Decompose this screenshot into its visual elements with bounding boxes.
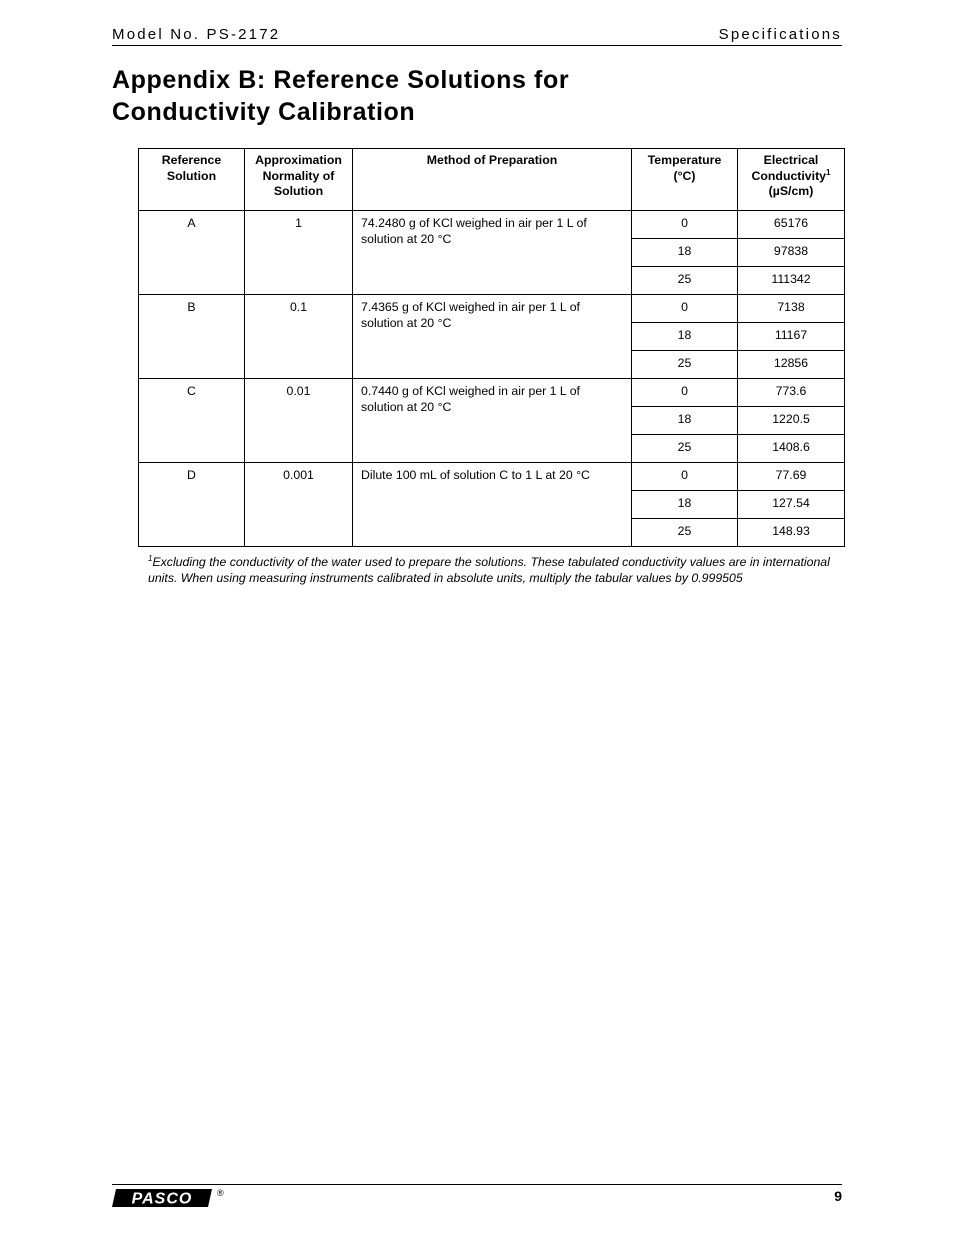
conductivity-cell: 7138 [738,295,845,323]
table-row [139,463,845,491]
header-temperature: Temperature (°C) [632,149,738,211]
conductivity-cell: 97838 [738,239,845,267]
model-number: Model No. PS-2172 [112,26,281,43]
method-cell: 74.2480 g of KCl weighed in air per 1 L of solution at 20 °C [353,211,632,295]
header-method: Method of Preparation [353,149,632,211]
normality-cell: 0.01 [245,379,353,463]
reference-solutions-table [138,148,845,547]
conductivity-cell: 1220.5 [738,407,845,435]
temperature-cell: 18 [632,491,738,519]
conductivity-cell: 148.93 [738,519,845,547]
footnote-number: 1 [148,554,153,563]
pasco-logo [112,1187,212,1209]
temperature-cell: 25 [632,519,738,547]
temperature-cell: 18 [632,323,738,351]
solution-cell: D [139,463,245,547]
title-line-2: Conductivity Calibration [112,98,416,126]
logo-text: PASCO [131,1190,193,1208]
temperature-cell: 0 [632,295,738,323]
temperature-cell: 0 [632,211,738,239]
normality-cell: 0.001 [245,463,353,547]
title-line-1: Appendix B: Reference Solutions for [112,66,570,94]
temperature-cell: 0 [632,379,738,407]
method-cell: 7.4365 g of KCl weighed in air per 1 L of solution at 20 °C [353,295,632,379]
solution-cell: B [139,295,245,379]
table-row [139,295,845,323]
conductivity-cell: 773.6 [738,379,845,407]
conductivity-cell: 12856 [738,351,845,379]
method-cell: Dilute 100 mL of solution C to 1 L at 20 °C [353,463,632,547]
page-number: 9 [834,1188,842,1204]
conductivity-cell: 65176 [738,211,845,239]
conductivity-cell: 11167 [738,323,845,351]
table-footnote [148,555,848,586]
normality-cell: 1 [245,211,353,295]
temperature-cell: 18 [632,239,738,267]
table-row [139,379,845,407]
conductivity-cell: 111342 [738,267,845,295]
footnote-marker: 1 [826,167,831,177]
method-cell: 0.7440 g of KCl weighed in air per 1 L of solution at 20 °C [353,379,632,463]
temperature-cell: 0 [632,463,738,491]
page-title [112,64,812,128]
section-name: Specifications [718,26,842,43]
footnote-text: Excluding the conductivity of the water used to prepare the solutions. These tabulated conductivity values are in international units. When using measuring instruments calibrated in absolute units, multiply the tabular values by 0.999505 [148,555,830,585]
temperature-cell: 18 [632,407,738,435]
header-conductivity: Electrical Conductivity$^1$ (µS/cm) [738,149,845,211]
solution-cell: C [139,379,245,463]
header-normality: Approximation Normality of Solution [245,149,353,211]
conductivity-cell: 77.69 [738,463,845,491]
normality-cell: 0.1 [245,295,353,379]
temperature-cell: 25 [632,435,738,463]
table-row [139,211,845,239]
header-reference-solution: Reference Solution [139,149,245,211]
temperature-cell: 25 [632,351,738,379]
conductivity-cell: 1408.6 [738,435,845,463]
page-footer [112,1184,842,1215]
registered-mark: ® [217,1188,224,1198]
temperature-cell: 25 [632,267,738,295]
page-header [112,25,842,46]
conductivity-cell: 127.54 [738,491,845,519]
solution-cell: A [139,211,245,295]
table-header-row [139,149,845,211]
